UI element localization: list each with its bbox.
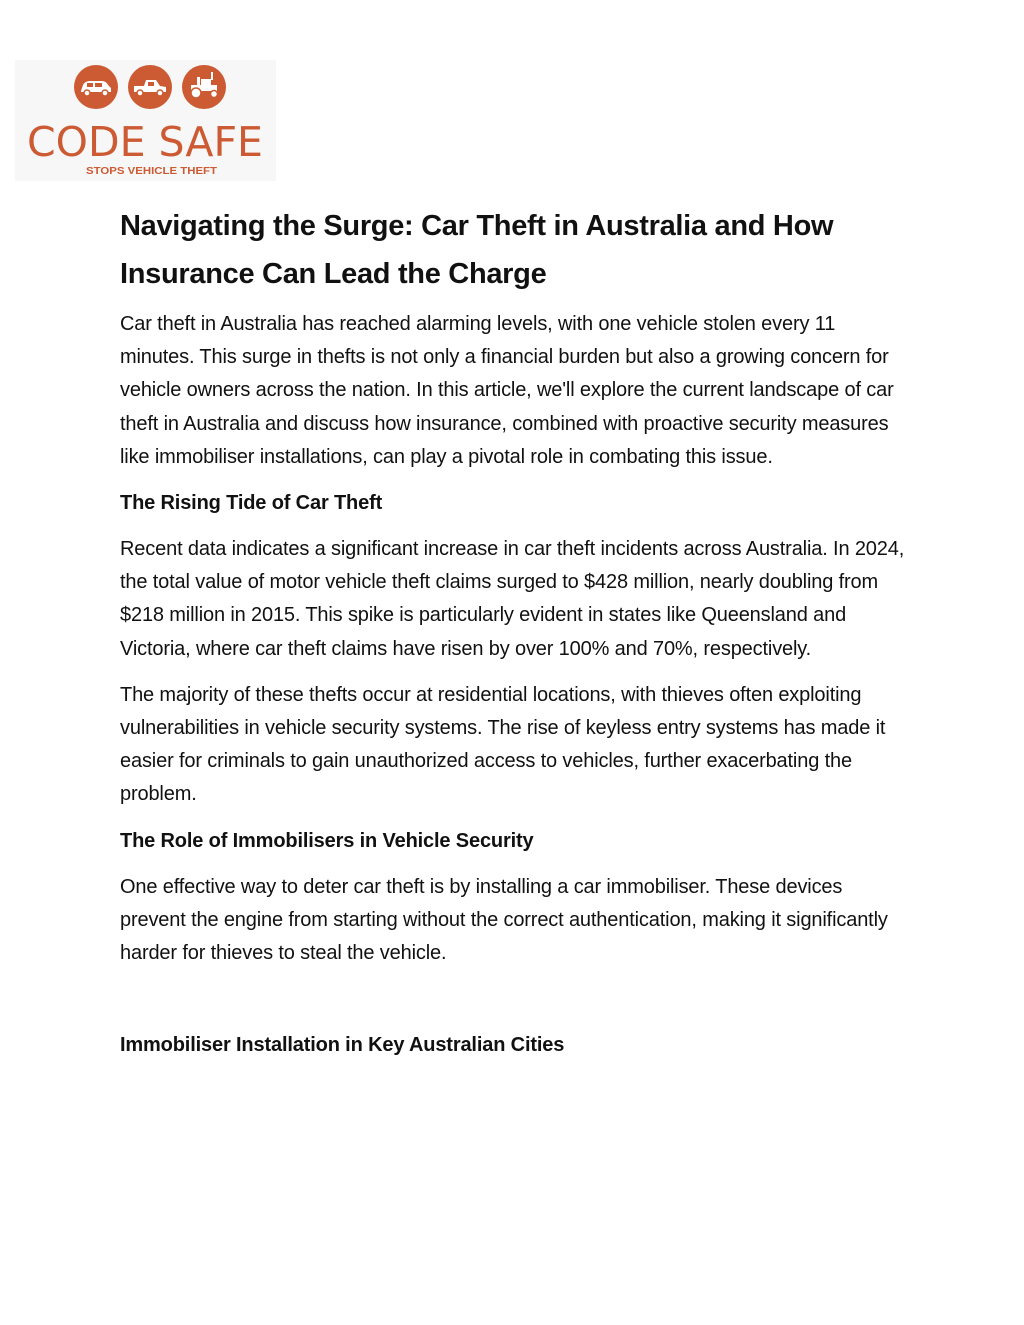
pickup-truck-icon bbox=[128, 65, 172, 109]
section-heading-immobilisers: The Role of Immobilisers in Vehicle Security bbox=[120, 829, 534, 852]
article bbox=[120, 202, 910, 1075]
section-spacer bbox=[120, 983, 910, 1029]
logo-brand-text: CODE SAFE bbox=[27, 118, 263, 166]
rising-tide-paragraph-2: The majority of these thefts occur at residential locations, with thieves often exploiting vulnerabilities in vehicle security systems. The rise of keyless entry systems has made it easier for criminals to gain unauthorized access to vehicles, further exacerbating the problem. bbox=[120, 683, 886, 806]
logo-tagline: STOPS VEHICLE THEFT bbox=[86, 166, 217, 177]
code-safe-logo bbox=[15, 60, 276, 181]
section-heading-rising-tide: The Rising Tide of Car Theft bbox=[120, 492, 383, 515]
intro-paragraph: Car theft in Australia has reached alarming levels, with one vehicle stolen every 11 minutes. This surge in thefts is not only a financial burden but also a growing concern for vehicle owners across the nation. In this article, we'll explore the current landscape of car theft in Australia and discuss how insurance, combined with proactive security measures like immobiliser installations, can play a pivotal role in combating this issue. bbox=[120, 313, 894, 468]
car-icon bbox=[74, 65, 118, 109]
tractor-icon bbox=[182, 65, 226, 109]
immobilisers-paragraph: One effective way to deter car theft is by installing a car immobiliser. These devices prevent the engine from starting without the correct authentication, making it significantly harder for thieves to steal the vehicle. bbox=[120, 875, 888, 965]
rising-tide-paragraph-1: Recent data indicates a significant increase in car theft incidents across Australia. In 2024, the total value of motor vehicle theft claims surged to $428 million, nearly doubling from $218 million in 2015. This spike is particularly evident in states like Queensland and Victoria, where car theft claims have risen by over 100% and 70%, respectively. bbox=[120, 538, 905, 660]
article-title: Navigating the Surge: Car Theft in Australia and How Insurance Can Lead the Charge bbox=[120, 210, 834, 290]
section-heading-installation-cities: Immobiliser Installation in Key Australian Cities bbox=[120, 1034, 565, 1057]
logo-graphic bbox=[15, 60, 276, 181]
